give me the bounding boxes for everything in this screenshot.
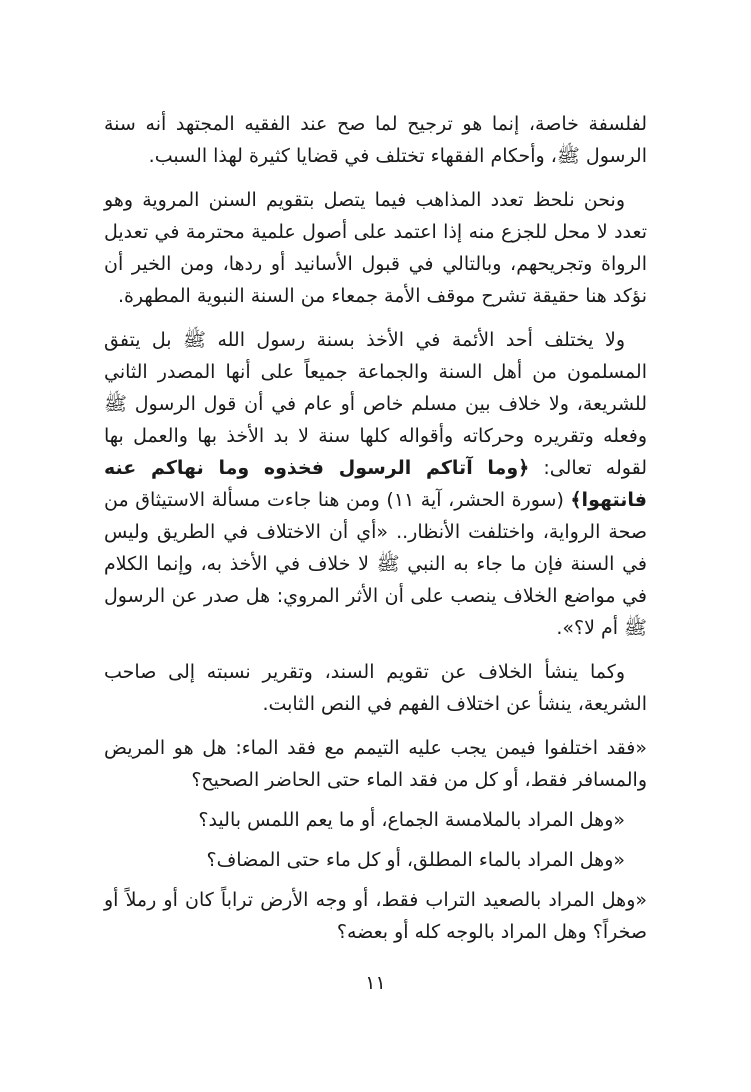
paragraph-3	[104, 324, 647, 644]
quote-paragraph-3-text: «وهل المراد بالماء المطلق، أو كل ماء حتى المضاف؟	[206, 849, 625, 871]
paragraph-2	[104, 184, 647, 312]
paragraph-4	[104, 656, 647, 720]
paragraph-2-text: ونحن نلحظ تعدد المذاهب فيما يتصل بتقويم السنن المروية وهو تعدد لا محل للجزع منه إذا اعتمد على أصول علمية محترمة في تعديل الرواة وتجريحهم، وبالتالي في قبول الأسانيد أو ردها، ومن الخير أن نؤكد هنا حقيقة تشرح موقف الأمة جمعاء من السنة النبوية المطهرة.	[104, 189, 647, 307]
paragraph-3-text-before: ولا يختلف أحد الأئمة في الأخذ بسنة رسول الله ﷺ بل يتفق المسلمون من أهل السنة والجماعة جميعاً على أنها المصدر الثاني للشريعة، ولا خلاف بين مسلم خاص أو عام في أن قول الرسول ﷺ وفعله وتقريره وحركاته وأقواله كلها سنة لا بد الأخذ بها والعمل بها لقوله تعالى:	[104, 329, 648, 479]
quran-verse: ﴿وما آتاكم الرسول فخذوه وما نهاكم عنه فانتهوا﴾	[104, 457, 647, 511]
paragraph-3-text-after: (سورة الحشر، آية ١١) ومن هنا جاءت مسألة الاستيثاق من صحة الرواية، واختلفت الأنظار.. «أي أن الاختلاف في الطريق وليس في السنة فإن ما جاء به النبي ﷺ لا خلاف في الأخذ به، وإنما الكلام في مواضع الخلاف ينصب على أن الأثر المروي: هل صدر عن الرسول ﷺ أم لا؟».	[104, 489, 647, 639]
quote-paragraph-4-text: «وهل المراد بالصعيد التراب فقط، أو وجه الأرض تراباً كان أو رملاً أو صخراً؟ وهل المراد بالوجه كله أو بعضه؟	[104, 889, 647, 943]
page-number: ١١	[365, 972, 386, 994]
paragraph-1	[104, 108, 647, 172]
page-body	[104, 108, 647, 948]
quote-paragraph-2-text: «وهل المراد بالملامسة الجماع، أو ما يعم اللمس باليد؟	[198, 809, 625, 831]
paragraph-4-text: وكما ينشأ الخلاف عن تقويم السند، وتقرير نسبته إلى صاحب الشريعة، ينشأ عن اختلاف الفهم في النص الثابت.	[104, 661, 647, 715]
quote-paragraph-3	[104, 844, 647, 876]
quote-paragraph-2	[104, 804, 647, 836]
paragraph-1-text: لفلسفة خاصة، إنما هو ترجيح لما صح عند الفقيه المجتهد أنه سنة الرسول ﷺ، وأحكام الفقهاء تختلف في قضايا كثيرة لهذا السبب.	[104, 113, 647, 167]
quote-paragraph-1-text: «فقد اختلفوا فيمن يجب عليه التيمم مع فقد الماء: هل هو المريض والمسافر فقط، أو كل من فقد الماء حتى الحاضر الصحيح؟	[104, 737, 647, 791]
quote-paragraph-1	[104, 732, 647, 796]
quote-paragraph-4	[104, 884, 647, 948]
